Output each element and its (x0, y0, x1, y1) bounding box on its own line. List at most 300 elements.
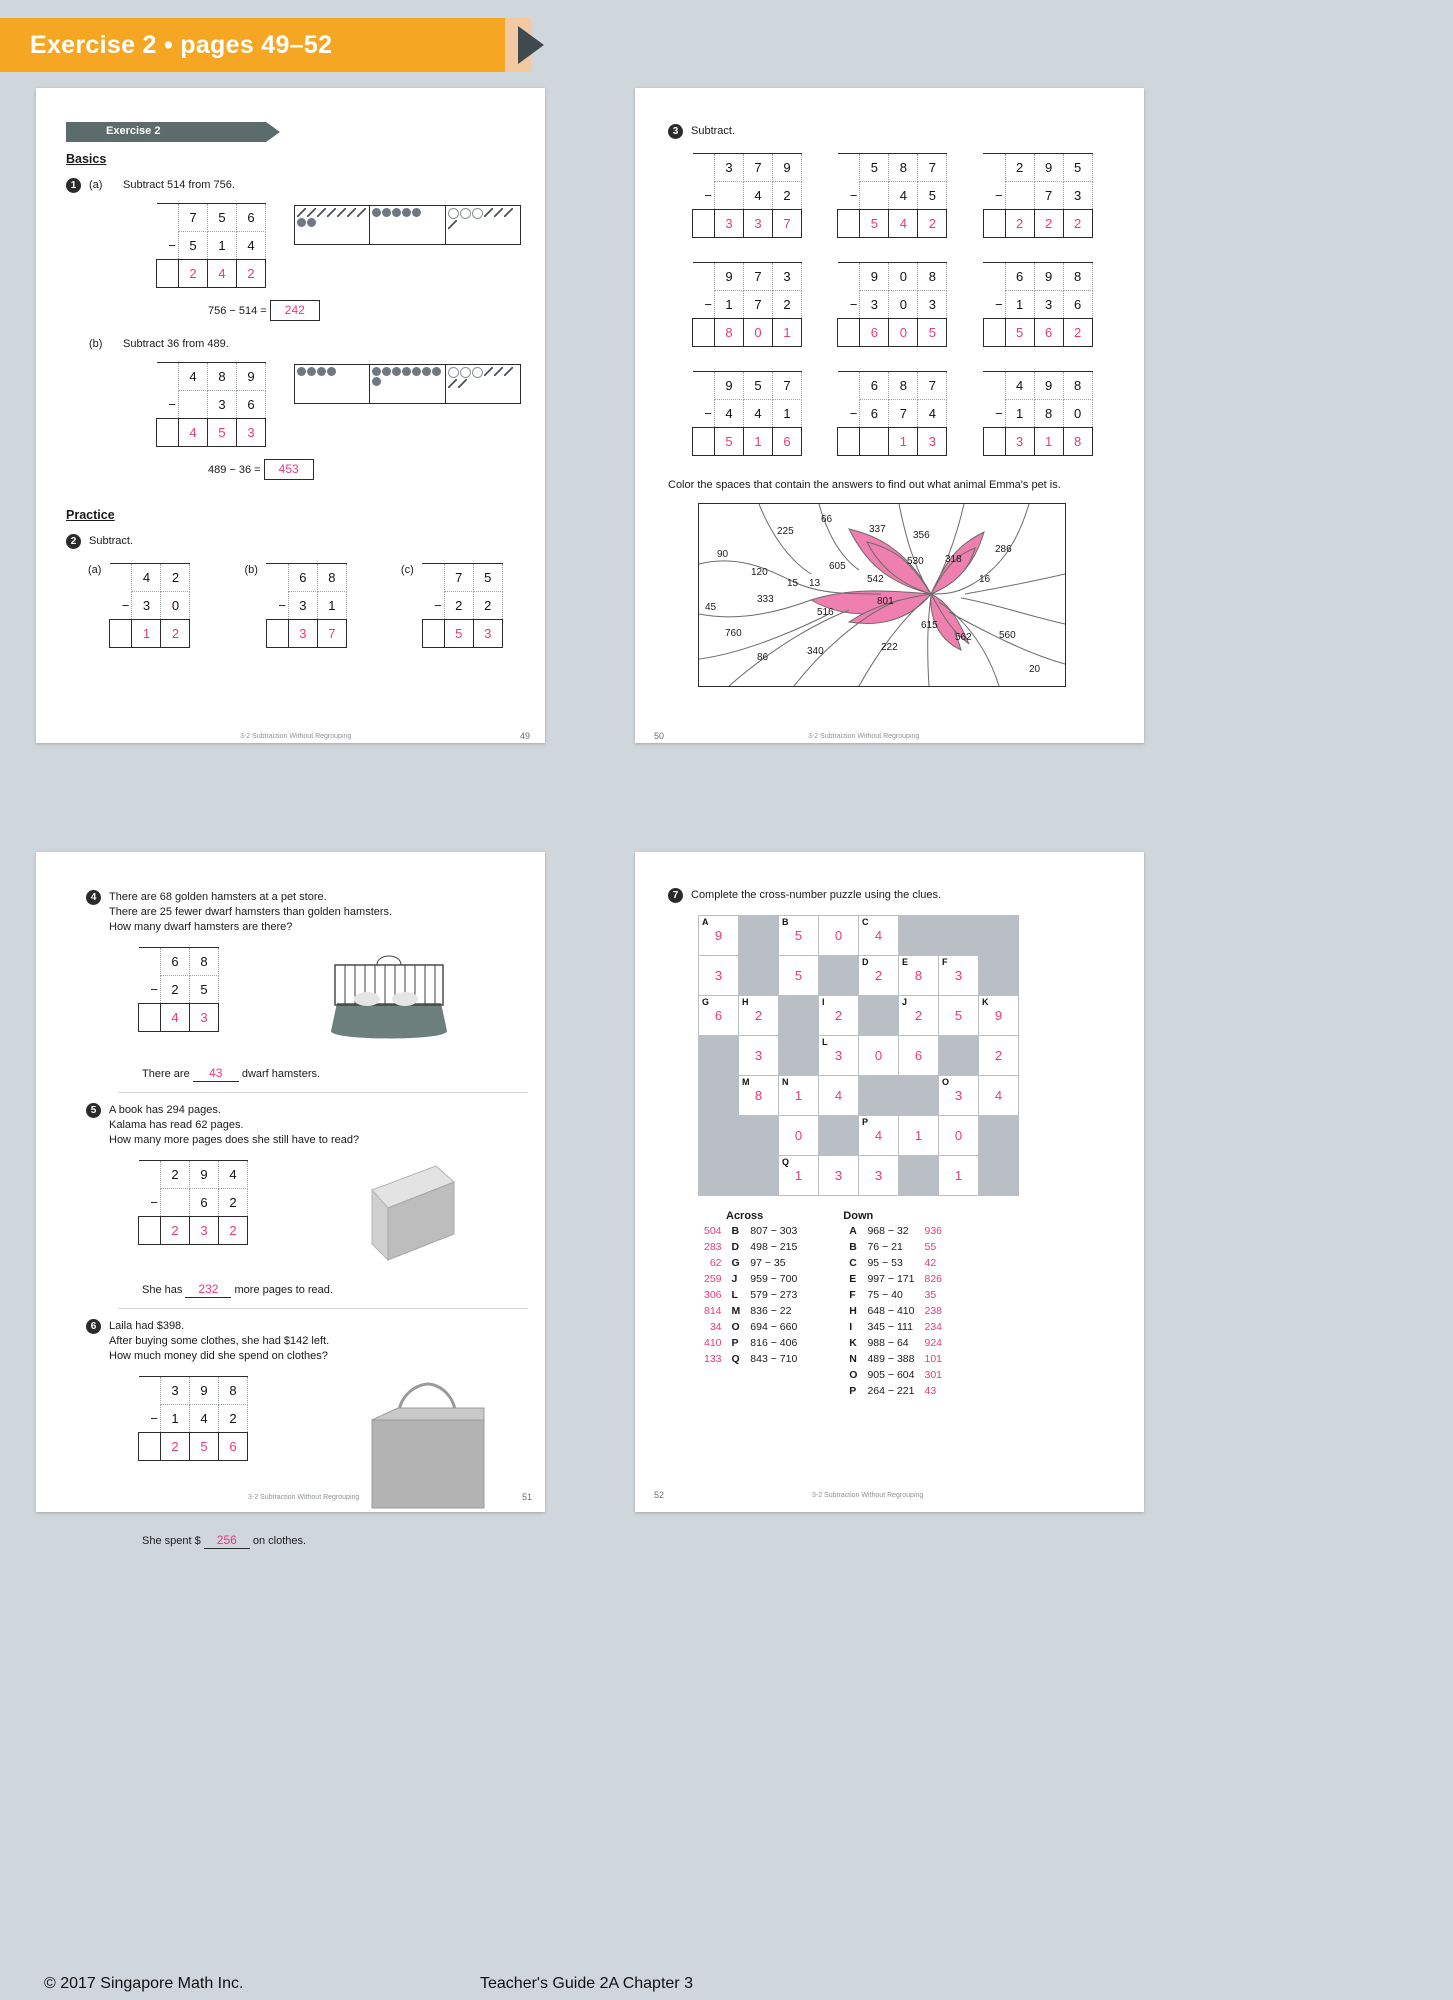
cross-row (699, 1036, 1019, 1076)
cross-cell-1-6[interactable] (939, 956, 979, 996)
cross-cell-blocked (779, 1036, 819, 1076)
cross-cell-1-4[interactable] (859, 956, 899, 996)
place-value-discs-1b (294, 364, 521, 404)
cross-cell-label: I (822, 997, 825, 1007)
sum-2a-ans-blank (110, 620, 132, 648)
across-clue-4: 579 − 273 (750, 1289, 798, 1301)
sum-5-sub-1: 6 (190, 1189, 219, 1217)
sum-1b-sub-1: 3 (208, 391, 237, 419)
cross-cell-6-2[interactable] (779, 1156, 819, 1196)
across-answer-1: 283 (704, 1241, 722, 1253)
down-clue-1: 76 − 21 (867, 1241, 903, 1253)
down-key-6: I (849, 1321, 853, 1333)
sum-2a-sub-1: 0 (161, 592, 190, 620)
sum-1b-sign-blank (157, 363, 179, 391)
color-task-text: Color the spaces that contain the answers to find out what animal Emma's pet is. (668, 479, 1061, 491)
sum-3-6 (983, 262, 1118, 347)
sum-6 (138, 1376, 248, 1461)
cross-cell-0-3[interactable] (819, 916, 859, 956)
cross-cell-5-6[interactable] (939, 1116, 979, 1156)
cross-cell-1-5[interactable] (899, 956, 939, 996)
sum-3-8-sign (838, 372, 860, 400)
banner-arrow-tip (518, 26, 544, 64)
down-clue-9: 905 − 604 (867, 1369, 915, 1381)
down-key-0: A (849, 1225, 857, 1237)
sum-2a-sub-0: 3 (132, 592, 161, 620)
across-answer-7: 410 (704, 1337, 722, 1349)
sum-3-6-sign: − (995, 296, 1003, 312)
down-clue-0: 968 − 32 (867, 1225, 909, 1237)
question-5-text (109, 1103, 359, 1148)
cross-cell-2-7[interactable] (979, 996, 1019, 1036)
question-4-text (109, 890, 392, 935)
sum-3-7-sub-0: 4 (715, 400, 744, 428)
cross-cell-4-6[interactable] (939, 1076, 979, 1116)
cross-cell-label: J (902, 997, 908, 1007)
cross-cell-value: 4 (834, 1088, 843, 1103)
cross-cell-blocked (739, 956, 779, 996)
across-clue-row (700, 1336, 801, 1350)
sum-3-1-sub-1: 4 (744, 182, 773, 210)
sum-2c-sub-0: 2 (444, 592, 473, 620)
sum-1a-sub-2: 4 (237, 232, 266, 260)
page-52-number: 52 (654, 1490, 665, 1500)
down-answer-3: 826 (924, 1273, 943, 1285)
question-1a-text: Subtract 514 from 756. (123, 179, 235, 191)
sum-2c-top-1: 5 (473, 564, 502, 592)
sum-2a-group (88, 563, 190, 648)
basics-heading: Basics (66, 152, 107, 166)
page-49-number: 49 (520, 731, 531, 741)
book-illustration (358, 1160, 468, 1270)
down-clue-3: 997 − 171 (867, 1273, 915, 1285)
puzzle-number-2: 66 (821, 514, 833, 525)
sum-3-9-sign (983, 372, 1005, 400)
cross-cell-value: 3 (954, 1088, 963, 1103)
sum-3-9-ans-0: 3 (1005, 428, 1034, 456)
sum-5-top-1: 9 (190, 1161, 219, 1189)
question-6-line-2: After buying some clothes, she had $142 left. (109, 1335, 330, 1347)
sum-1a-sub-0: 5 (179, 232, 208, 260)
down-clue-5: 648 − 410 (867, 1305, 915, 1317)
down-clue-4: 75 − 40 (867, 1289, 903, 1301)
sum-3-9-sub-2: 0 (1063, 400, 1092, 428)
sum-3-8 (837, 371, 972, 456)
cross-cell-3-5[interactable] (899, 1036, 939, 1076)
down-answer-5: 238 (924, 1305, 943, 1317)
down-key-10: P (849, 1385, 857, 1397)
sum-3-5 (837, 262, 972, 347)
sum-5-sign-blank (139, 1161, 161, 1189)
cross-cell-blocked (939, 916, 979, 956)
sum-3-4-ans-1: 0 (744, 319, 773, 347)
sum-3-6-sign (983, 319, 1005, 347)
sum-3-7-ans-2: 6 (773, 428, 802, 456)
puzzle-number-7: 605 (829, 561, 846, 572)
cross-row (699, 996, 1019, 1036)
cross-cell-2-6[interactable] (939, 996, 979, 1036)
sum-1a-minus: − (168, 237, 176, 253)
exercise-tab-label: Exercise 2 (106, 125, 161, 137)
across-clue-row (700, 1304, 801, 1318)
across-clue-3: 959 − 700 (750, 1273, 798, 1285)
question-7-text: Complete the cross-number puzzle using the clues. (691, 889, 942, 901)
down-answer-7: 924 (924, 1337, 943, 1349)
across-clue-row (700, 1352, 801, 1366)
question-2b-label: (b) (244, 564, 258, 576)
down-clue-row (845, 1368, 946, 1382)
sum-3-6-ans-2: 2 (1063, 319, 1092, 347)
cross-cell-5-4[interactable] (859, 1116, 899, 1156)
sum-2b (266, 563, 347, 648)
sum-3-1 (692, 153, 827, 238)
sum-1b-top-1: 8 (208, 363, 237, 391)
page-52-content (668, 888, 1118, 1400)
question-4-answer: 43 (193, 1066, 239, 1082)
cross-cell-2-0[interactable] (699, 996, 739, 1036)
sum-1a-ans-1: 4 (208, 260, 237, 288)
sum-3-3-sign: − (995, 187, 1003, 203)
question-4-answer-pre: There are (142, 1068, 190, 1080)
cross-cell-blocked (979, 1156, 1019, 1196)
sum-2a (109, 563, 190, 648)
sum-3-4-sub-2: 2 (773, 291, 802, 319)
sum-3-5-sign (838, 263, 860, 291)
puzzle-number-22: 86 (757, 652, 769, 663)
cross-cell-6-3[interactable] (819, 1156, 859, 1196)
sum-5-ans-0: 2 (161, 1217, 190, 1245)
across-answer-4: 306 (704, 1289, 722, 1301)
cross-cell-0-0[interactable] (699, 916, 739, 956)
sum-3-3-sub-0 (1005, 182, 1034, 210)
sum-3-2-sign (838, 154, 860, 182)
puzzle-number-1: 225 (777, 526, 794, 537)
across-table (698, 1222, 803, 1368)
cross-cell-label: H (742, 997, 749, 1007)
question-1a-label: (a) (89, 179, 103, 191)
sum-3-1-table (692, 153, 802, 238)
sum-3-9-table (983, 371, 1093, 456)
question-6-answer-post: on clothes. (252, 1535, 307, 1547)
sum-3-3-sub-1: 7 (1034, 182, 1063, 210)
sum-3-2 (837, 153, 972, 238)
question-1b-text: Subtract 36 from 489. (123, 338, 229, 350)
sum-3-4-sign (693, 319, 715, 347)
sum-3-6-table (983, 262, 1093, 347)
puzzle-number-19: 760 (725, 628, 742, 639)
cross-cell-label: L (822, 1037, 828, 1047)
puzzle-number-12: 542 (867, 574, 884, 585)
cross-cell-4-7[interactable] (979, 1076, 1019, 1116)
cross-cell-blocked (739, 1116, 779, 1156)
cross-cell-5-5[interactable] (899, 1116, 939, 1156)
sum-3-1-sub-0 (715, 182, 744, 210)
sum-3-9-top-2: 8 (1063, 372, 1092, 400)
sum-3-3-top-2: 5 (1063, 154, 1092, 182)
puzzle-number-18: 615 (921, 620, 938, 631)
sum-2b-ans-0: 3 (288, 620, 317, 648)
sum-5 (138, 1160, 248, 1245)
sum-3-3-ans-2: 2 (1063, 210, 1092, 238)
sum-4-top-0: 6 (161, 948, 190, 976)
cross-cell-3-7[interactable] (979, 1036, 1019, 1076)
sum-3-3-table (983, 153, 1093, 238)
cross-cell-blocked (899, 1076, 939, 1116)
across-key-3: J (731, 1273, 738, 1285)
puzzle-number-6: 120 (751, 567, 768, 578)
cross-cell-blocked (699, 1116, 739, 1156)
puzzle-number-13: 16 (979, 574, 991, 585)
sum-3-1-sign: − (704, 187, 712, 203)
cross-cell-4-2[interactable] (779, 1076, 819, 1116)
sum-3-5-ans-0: 6 (860, 319, 889, 347)
sum-6-ans-0: 2 (161, 1433, 190, 1461)
sum-2a-top-0: 4 (132, 564, 161, 592)
sum-3-9-ans-1: 1 (1034, 428, 1063, 456)
sum-2c-top-0: 7 (444, 564, 473, 592)
shopping-bag-illustration (358, 1376, 498, 1521)
sum-3-8-ans-0 (860, 428, 889, 456)
down-header: Down (843, 1210, 874, 1222)
sum-1b-top-2: 9 (237, 363, 266, 391)
sum-2a-minus: − (121, 597, 130, 613)
cross-cell-value: 2 (874, 968, 883, 983)
discs-tens-1a (370, 206, 445, 244)
sum-3-3-ans-0: 2 (1005, 210, 1034, 238)
down-clue-7: 988 − 64 (867, 1337, 909, 1349)
cross-cell-blocked (979, 956, 1019, 996)
down-clue-row (845, 1240, 946, 1254)
down-answer-1: 55 (924, 1241, 937, 1253)
sum-6-top-1: 9 (190, 1377, 219, 1405)
question-1-number: 1 (66, 178, 81, 193)
discs-hundreds-1b (295, 365, 370, 403)
sum-3-2-sub-1: 4 (889, 182, 918, 210)
down-key-4: F (849, 1289, 856, 1301)
cross-cell-1-0[interactable] (699, 956, 739, 996)
question-2c-label: (c) (400, 564, 414, 576)
exercise-tab (66, 122, 266, 142)
cross-cell-label: D (862, 957, 869, 967)
cross-cell-value: 8 (914, 968, 923, 983)
cross-cell-2-3[interactable] (819, 996, 859, 1036)
question-4-answer-post: dwarf hamsters. (241, 1068, 321, 1080)
sum-3-9-top-0: 4 (1005, 372, 1034, 400)
sum-6-sign-blank (139, 1377, 161, 1405)
question-7-number: 7 (668, 888, 683, 903)
sum-3-2-ans-0: 5 (860, 210, 889, 238)
sum-3-6-top-1: 9 (1034, 263, 1063, 291)
down-table (843, 1222, 948, 1400)
discs-tens-1b (370, 365, 445, 403)
question-5-answer-post: more pages to read. (234, 1284, 333, 1296)
sum-1a-ans-0: 2 (179, 260, 208, 288)
sum-3-1-top-2: 9 (773, 154, 802, 182)
cross-cell-value: 4 (874, 928, 883, 943)
down-clue-row (845, 1384, 946, 1398)
cross-cell-6-4[interactable] (859, 1156, 899, 1196)
cross-cell-blocked (979, 1116, 1019, 1156)
question-2a-label: (a) (88, 564, 102, 576)
sum-3-7-table (692, 371, 802, 456)
down-answer-0: 936 (924, 1225, 943, 1237)
cross-cell-label: B (782, 917, 789, 927)
sum-3-3-top-1: 9 (1034, 154, 1063, 182)
sum-3-6-sign (983, 263, 1005, 291)
cross-cell-label: M (742, 1077, 750, 1087)
cross-cell-value: 4 (994, 1088, 1003, 1103)
cross-number-grid[interactable] (698, 915, 1019, 1196)
question-5-line-2: Kalama has read 62 pages. (109, 1119, 244, 1131)
cross-cell-value: 0 (874, 1048, 883, 1063)
puzzle-number-4: 356 (913, 530, 930, 541)
sum-3-6-ans-1: 6 (1034, 319, 1063, 347)
sum-3-4-table (692, 262, 802, 347)
sum-3-1-ans-1: 3 (744, 210, 773, 238)
cross-cell-5-2[interactable] (779, 1116, 819, 1156)
cross-cell-4-1[interactable] (739, 1076, 779, 1116)
down-clue-row (845, 1320, 946, 1334)
equation-1a (208, 300, 526, 321)
sum-3-1-ans-0: 3 (715, 210, 744, 238)
cross-cell-label: N (782, 1077, 789, 1087)
puzzle-number-15: 333 (757, 594, 774, 605)
sum-4-ans-0: 4 (161, 1004, 190, 1032)
cross-cell-value: 3 (834, 1168, 843, 1183)
question-3-number: 3 (668, 124, 683, 139)
question-6-number: 6 (86, 1319, 101, 1334)
puzzle-number-5: 286 (995, 544, 1012, 555)
down-key-1: B (849, 1241, 857, 1253)
cross-cell-0-4[interactable] (859, 916, 899, 956)
cross-cell-3-3[interactable] (819, 1036, 859, 1076)
puzzle-number-20: 562 (955, 632, 972, 643)
sum-6-ans-2: 6 (219, 1433, 248, 1461)
cross-cell-6-6[interactable] (939, 1156, 979, 1196)
across-clue-0: 807 − 303 (750, 1225, 798, 1237)
cross-cell-label: F (942, 957, 948, 967)
sum-2b-sign-blank (266, 564, 288, 592)
cross-cell-3-4[interactable] (859, 1036, 899, 1076)
cross-cell-blocked (859, 1076, 899, 1116)
cross-row (699, 956, 1019, 996)
sum-5-minus: − (150, 1194, 158, 1210)
sum-3-6-top-0: 6 (1005, 263, 1034, 291)
question-5-line-1: A book has 294 pages. (109, 1104, 221, 1116)
sum-5-sub-0 (161, 1189, 190, 1217)
cross-cell-label: Q (782, 1157, 790, 1167)
sum-3-4-top-2: 3 (773, 263, 802, 291)
sum-1b-sub-0 (179, 391, 208, 419)
copyright-text: © 2017 Singapore Math Inc. (44, 1975, 244, 1992)
sum-3-4-ans-0: 8 (715, 319, 744, 347)
down-answer-9: 301 (924, 1369, 943, 1381)
across-header: Across (726, 1210, 764, 1222)
sum-4-minus: − (150, 981, 158, 997)
cross-cell-blocked (819, 956, 859, 996)
sum-3-3-top-0: 2 (1005, 154, 1034, 182)
sum-4-sign-blank (139, 948, 161, 976)
across-clue-row (700, 1288, 801, 1302)
sum-3-8-top-1: 8 (889, 372, 918, 400)
cross-cell-0-2[interactable] (779, 916, 819, 956)
cross-row (699, 1156, 1019, 1196)
sum-5-ans-1: 3 (190, 1217, 219, 1245)
cross-cell-label: A (702, 917, 709, 927)
down-key-7: K (849, 1337, 857, 1349)
sum-2b-ans-blank (266, 620, 288, 648)
across-clue-8: 843 − 710 (750, 1353, 798, 1365)
sum-3-7-ans-1: 1 (744, 428, 773, 456)
question-5-number: 5 (86, 1103, 101, 1118)
cross-cell-value: 1 (794, 1088, 803, 1103)
across-clue-2: 97 − 35 (750, 1257, 786, 1269)
sum-3-5-sub-2: 3 (918, 291, 947, 319)
down-clue-row (845, 1272, 946, 1286)
across-key-5: M (731, 1305, 741, 1317)
across-answer-6: 34 (709, 1321, 722, 1333)
question-4-line-3: How many dwarf hamsters are there? (109, 921, 293, 933)
across-key-6: O (731, 1321, 740, 1333)
sum-6-sub-0: 1 (161, 1405, 190, 1433)
color-puzzle (698, 503, 1066, 687)
sum-3-3 (983, 153, 1118, 238)
sum-3-4-sign (693, 263, 715, 291)
puzzle-number-23: 340 (807, 646, 824, 657)
down-answer-6: 234 (924, 1321, 943, 1333)
across-key-7: P (731, 1337, 739, 1349)
practice-heading: Practice (66, 508, 115, 522)
sum-3-1-top-0: 3 (715, 154, 744, 182)
divider-2 (118, 1308, 528, 1309)
down-clue-row (845, 1288, 946, 1302)
cross-cell-value: 9 (994, 1008, 1003, 1023)
sum-2c-ans-0: 5 (444, 620, 473, 648)
sum-5-top-0: 2 (161, 1161, 190, 1189)
page-49-content (66, 152, 526, 648)
sum-3-5-top-0: 9 (860, 263, 889, 291)
across-clue-row (700, 1256, 801, 1270)
down-clue-row (845, 1336, 946, 1350)
sum-3-9 (983, 371, 1118, 456)
cross-cell-value: 8 (754, 1088, 763, 1103)
cross-cell-1-2[interactable] (779, 956, 819, 996)
cross-cell-2-1[interactable] (739, 996, 779, 1036)
cross-cell-3-1[interactable] (739, 1036, 779, 1076)
sum-2a-ans-0: 1 (132, 620, 161, 648)
discs-hundreds-1a (295, 206, 370, 244)
sum-4-ans-1: 3 (190, 1004, 219, 1032)
cross-cell-2-5[interactable] (899, 996, 939, 1036)
sum-3-5-top-1: 0 (889, 263, 918, 291)
sum-3-5-sub-1: 0 (889, 291, 918, 319)
cross-cell-4-3[interactable] (819, 1076, 859, 1116)
page-50-content (668, 124, 1118, 493)
question-6-answer-pre: She spent $ (142, 1535, 201, 1547)
cross-cell-value: 6 (714, 1008, 723, 1023)
down-clue-row (845, 1224, 946, 1238)
sum-1b-ans-1: 5 (208, 419, 237, 447)
cross-cell-label: P (862, 1117, 869, 1127)
question-6-answer-line (142, 1533, 528, 1549)
sum-6-minus: − (150, 1410, 158, 1426)
sum-3-7-sub-2: 1 (773, 400, 802, 428)
cross-cell-value: 1 (954, 1168, 963, 1183)
puzzle-number-21: 560 (999, 630, 1016, 641)
sum-2c-ans-1: 3 (473, 620, 502, 648)
sum-1b (156, 362, 266, 447)
cross-cell-value: 1 (794, 1168, 803, 1183)
